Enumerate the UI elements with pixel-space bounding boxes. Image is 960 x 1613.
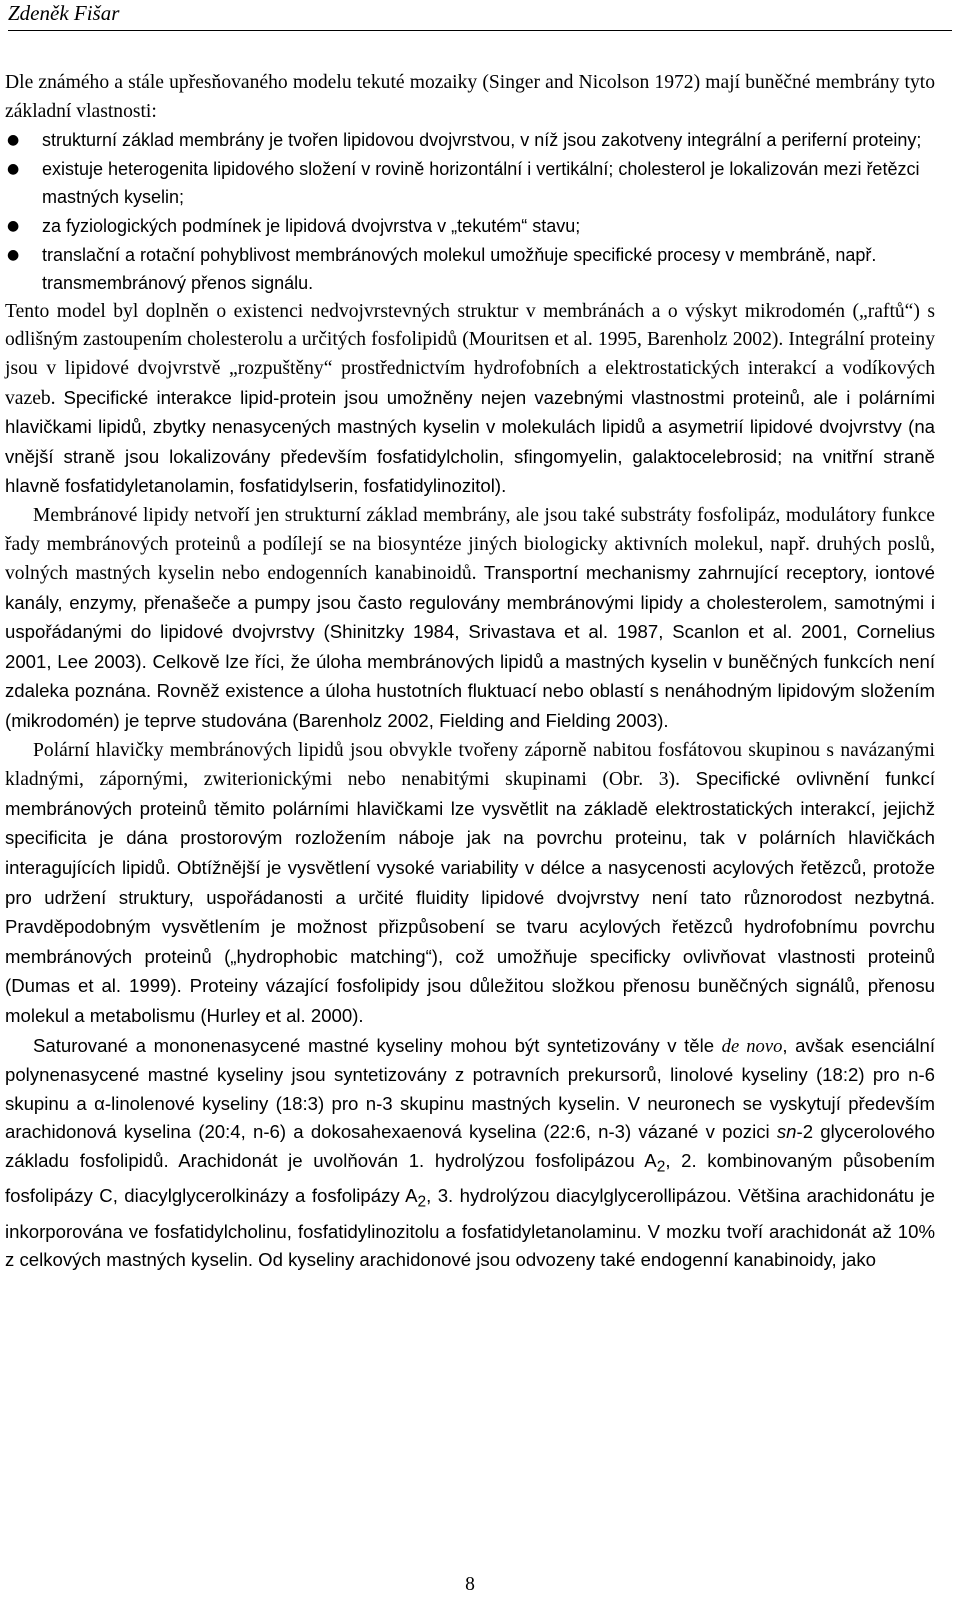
paragraph-text: -linolenové kyseliny (18:3) pro n-3 skupinu mastných kyselin. V neuronech se vyskytují především arachidonová kyselina (20:4, n-6) a dokosahexaenová kyselina (22:6, n-3) vázané v pozici [5,1092,935,1143]
subscript: 2 [417,1194,427,1211]
bullet-icon: ● [7,160,20,177]
paragraph-text: Transportní mechanismy zahrnující receptory, iontové kanály, enzymy, přenašeče a pumpy jsou často regulovány membránovými lipidy a cholesterolem, samotnými i uspořádanými do lipidové dvojvrstvy (Shinitzky 1984, Srivastava et al. 1987, Scanlon et al. 2001, Cornelius 2001, Lee 2003). Celkově lze říci, že úloha membránových lipidů a mastných kyselin v buněčných funkcích není zdaleka poznána. Rovněž existence a úloha hustotních fluktuací nebo oblastí s nenáhodným lipidovým složením (mikrodomén) je teprve studována (Barenholz 2002, Fielding and Fielding 2003). [5,562,935,732]
bullet-icon: ● [7,246,20,263]
body-text [5,69,935,1275]
list-item [5,126,935,155]
paragraph-text: , avšak esenciální polynenasycené mastné kyseliny jsou syntetizovány z potravních prekursorů, linolové kyseliny (18:2) pro n-6 skupinu a [5,1034,935,1114]
term-de-novo: de novo [721,1035,783,1057]
paragraph-fatty-acids [5,1032,935,1275]
paragraph-text: Membránové lipidy netvoří jen strukturní základ membrány, ale jsou také substráty fosfolipáz, modulátory funkce řady membránových proteinů a podílejí se na biosyntéze jiných biologicky aktivních molekul, např. druhých poslů, volných mastných kyselin nebo endogenních kanabinoidů. [5,504,935,585]
property-list [5,126,935,298]
list-item-text: za fyziologických podmínek je lipidová dvojvrstva v „tekutém“ stavu; [42,215,581,236]
bullet-icon: ● [7,217,20,234]
page-number: 8 [465,1574,475,1595]
intro-paragraph: Dle známého a stále upřesňovaného modelu tekuté mozaiky (Singer and Nicolson 1972) mají buněčné membrány tyto základní vlastnosti: [5,72,935,122]
paragraph-text: , 2. kombinovaným působením fosfolipázy C, diacylglycerolkinázy a fosfolipázy A [5,1149,936,1207]
header-author: Zdeněk Fišar [8,1,120,25]
running-header [8,0,952,31]
paragraph-text: Specifické interakce lipid-protein jsou umožněny nejen vazebnými vlastnostmi proteinů, ale i polárními hlavičkami lipidů, zbytky nenasycených mastných kyselin v molekulách lipidů a asymetrií lipidové dvojvrstvy (na vnější straně jsou lokalizovány především fosfatidylcholin, sfingomyelin, galaktocelebrosid; na vnitřní straně hlavně fosfatidyletanolamin, fosfatidylserin, fosfatidylinozitol). [5,386,936,497]
paragraph-model [5,298,935,502]
alpha-symbol: α [94,1092,105,1114]
paragraph-text: Specifické ovlivnění funkcí membránových proteinů těmito polárními hlavičkami lze vysvětlit na základě elektrostatických interakcí, jejichž specificita je dána prostorovým rozložením náboje jak na povrchu proteinu, tak v polárních hlavičkách interagujících lipidů. Obtížnější je vysvětlení vysoké variability v délce a nasycenosti acylových řetězců, protože pro udržení struktury, uspořádanosti a určité fluidity lipidové dvojvrstvy není tato různorodost nezbytná. Pravděpodobným vysvětlením je možnost přizpůsobení se tvaru acylových řetězců hydrofobnímu povrchu membránových proteinů („hydrophobic matching“), což umožňuje specificky ovlivňovat vlastnosti proteinů (Dumas et al. 1999). Proteiny vázající fosfolipidy jsou důležitou složkou přenosu buněčných signálů, přenosu molekul a metabolismu (Hurley et al. 2000). [5,768,935,1026]
list-item-text: existuje heterogenita lipidového složení v rovině horizontální i vertikální; cholesterol je lokalizován mezi řetězci mastných kyselin; [42,158,920,208]
paragraph-polar-heads [5,737,935,1032]
list-item-text: translační a rotační pohyblivost membránových molekul umožňuje specifické procesy v membráně, např. transmembránový přenos signálu. [42,244,877,294]
list-item [5,212,935,241]
paragraph-text: , 3. hydrolýzou diacylglycerollipázou. Většina arachidonátu je inkorporována ve fosfatidylcholinu, fosfatidylinozitolu a fosfatidyletanolaminu. V mozku tvoří arachidonát až 10% z celkových mastných kyselin. Od kyseliny arachidonové jsou odvozeny také endogenní kanabinoidy, jako [5,1185,935,1271]
paragraph-text: Polární hlavičky membránových lipidů jsou obvykle tvořeny záporně nabitou fosfátovou skupinou s navázanými kladnými, zápornými, zwiterionickými nebo nenabitými skupinami (Obr. 3). [5,739,935,791]
paragraph-lipids [5,502,935,737]
list-item [5,241,935,298]
list-item-text: strukturní základ membrány je tvořen lipidovou dvojvrstvou, v níž jsou zakotveny integrální a periferní proteiny; [42,130,922,151]
paragraph-text: Tento model byl doplněn o existenci nedvojvrstevných struktur v membránách a o výskyt mikrodomén („raftů“) s odlišným zastoupením cholesterolu a určitých fosfolipidů (Mouritsen et al. 1995, Barenholz 2002). Integrální proteiny jsou v lipidové dvojvrstvě „rozpuštěny“ prostřednictvím hydrofobních a elektrostatických interakcí a vodíkových vazeb. [5,300,935,409]
paragraph-text: Saturované a mononenasycené mastné kyseliny mohou být syntetizovány v těle [33,1034,722,1056]
subscript: 2 [656,1158,666,1176]
paragraph-text: -2 glycerolového základu fosfolipidů. Arachidonát je uvolňován 1. hydrolýzou fosfolipázou A [5,1121,935,1171]
term-sn: sn [776,1121,797,1143]
list-item [5,155,935,212]
bullet-icon: ● [7,132,20,149]
